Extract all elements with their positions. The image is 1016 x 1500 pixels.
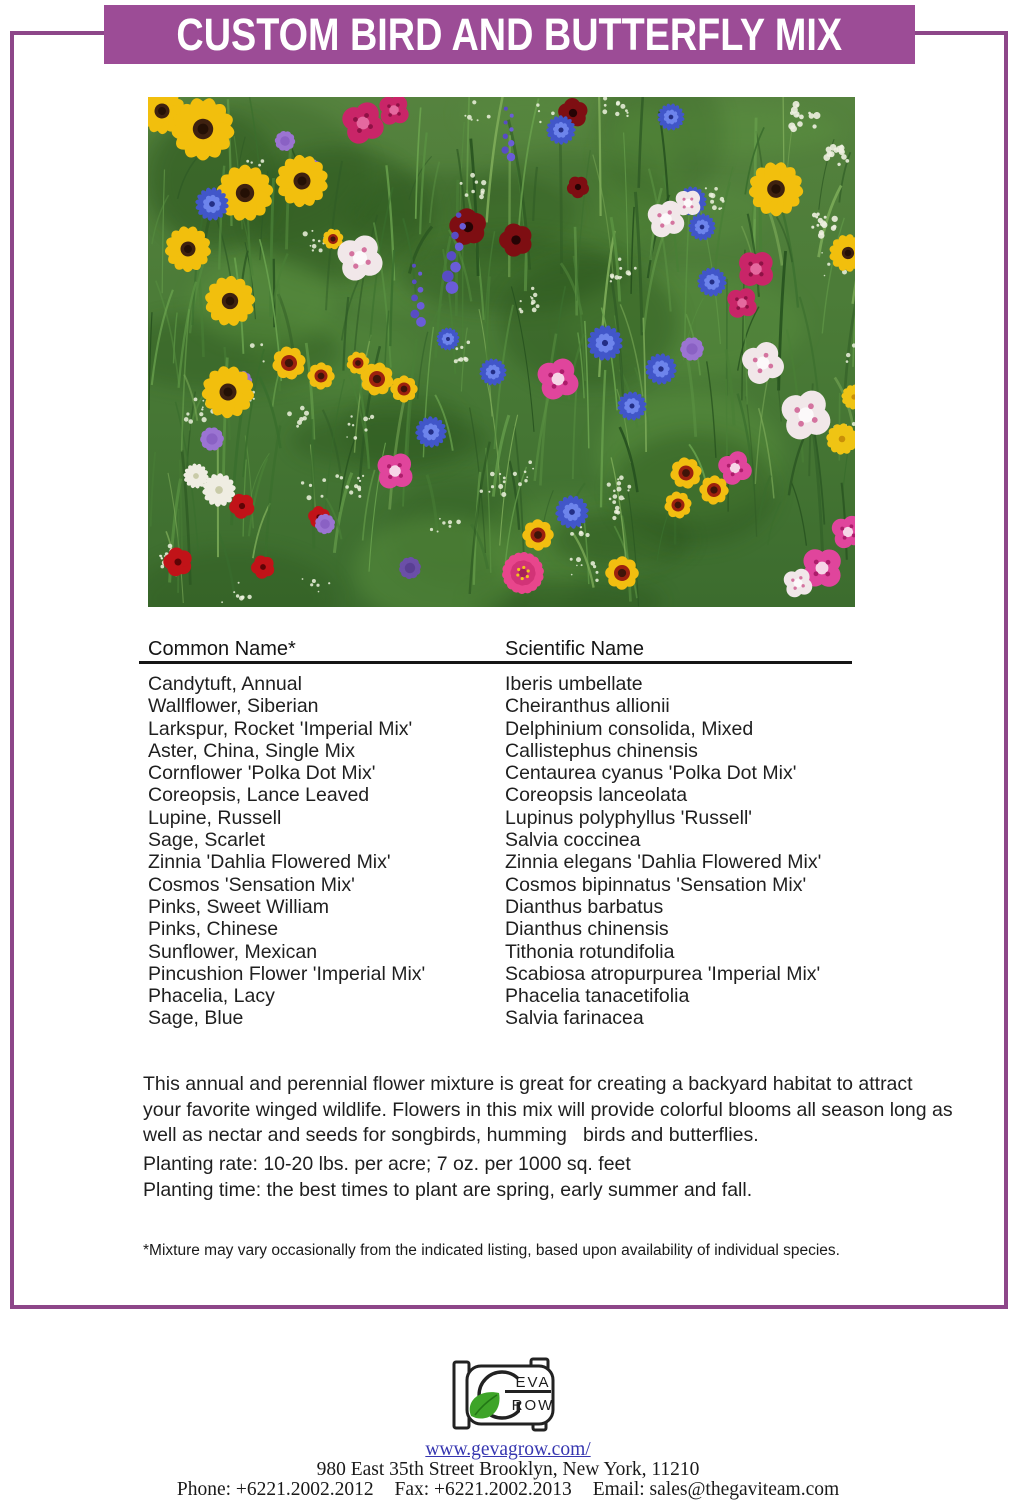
scientific-name-cell: Phacelia tanacetifolia bbox=[505, 985, 690, 1008]
scientific-name-cell: Callistephus chinensis bbox=[505, 739, 698, 762]
species-row bbox=[148, 718, 821, 740]
common-name-cell: Pinks, Sweet William bbox=[148, 895, 329, 918]
common-name-cell: Sunflower, Mexican bbox=[148, 940, 318, 963]
column-header-scientific-name: Scientific Name bbox=[505, 638, 644, 660]
common-name-cell: Zinnia 'Dahlia Flowered Mix' bbox=[148, 851, 391, 874]
species-row bbox=[148, 829, 821, 851]
logo-text-row: ROW bbox=[511, 1397, 555, 1414]
planting-info bbox=[143, 1152, 752, 1204]
species-row bbox=[148, 896, 821, 918]
common-name-cell: Pinks, Chinese bbox=[148, 918, 279, 941]
scientific-name-cell: Dianthus chinensis bbox=[505, 918, 669, 941]
scientific-name-cell: Cosmos bipinnatus 'Sensation Mix' bbox=[505, 873, 807, 896]
common-name-cell: Sage, Scarlet bbox=[148, 829, 266, 852]
planting-rate: Planting rate: 10-20 lbs. per acre; 7 oz. per 1000 sq. feet bbox=[143, 1153, 631, 1175]
scientific-name-cell: Zinnia elegans 'Dahlia Flowered Mix' bbox=[505, 851, 822, 874]
title-banner bbox=[104, 5, 915, 64]
species-table-header bbox=[148, 638, 853, 661]
scientific-name-cell: Iberis umbellate bbox=[505, 673, 643, 695]
common-name-cell: Sage, Blue bbox=[148, 1007, 244, 1030]
species-row bbox=[148, 918, 821, 940]
common-name-cell: Cosmos 'Sensation Mix' bbox=[148, 873, 355, 896]
logo-text-eva: EVA bbox=[515, 1374, 551, 1391]
species-row bbox=[148, 673, 821, 695]
scientific-name-cell: Coreopsis lanceolata bbox=[505, 784, 688, 807]
brand-logo bbox=[447, 1354, 569, 1436]
contact-fax: Fax: +6221.2002.2013 bbox=[394, 1479, 572, 1500]
common-name-cell: Cornflower 'Polka Dot Mix' bbox=[148, 762, 376, 785]
species-row bbox=[148, 963, 821, 985]
species-row bbox=[148, 807, 821, 829]
species-row bbox=[148, 941, 821, 963]
scientific-name-cell: Tithonia rotundifolia bbox=[505, 940, 675, 963]
species-row bbox=[148, 784, 821, 806]
species-row bbox=[148, 695, 821, 717]
disclaimer-text: *Mixture may vary occasionally from the indicated listing, based upon availability of individual species. bbox=[143, 1242, 840, 1259]
common-name-cell: Lupine, Russell bbox=[148, 806, 282, 829]
species-row bbox=[148, 762, 821, 784]
scientific-name-cell: Delphinium consolida, Mixed bbox=[505, 717, 754, 740]
column-header-common-name: Common Name* bbox=[148, 638, 296, 660]
common-name-cell: Phacelia, Lacy bbox=[148, 985, 275, 1008]
page-title: CUSTOM BIRD AND BUTTERFLY MIX bbox=[176, 9, 843, 60]
footer-website-row bbox=[0, 1439, 1016, 1461]
species-row bbox=[148, 851, 821, 873]
species-table bbox=[148, 673, 821, 1030]
description-text: This annual and perennial flower mixture is great for creating a backyard habitat to attract your favorite winged wildlife. Flowers in this mix will provide colorful blooms all season long as well as nectar and seeds for songbirds, humming birds and butterflies. bbox=[143, 1073, 959, 1146]
species-row bbox=[148, 874, 821, 896]
scientific-name-cell: Lupinus polyphyllus 'Russell' bbox=[505, 806, 752, 829]
common-name-cell: Coreopsis, Lance Leaved bbox=[148, 784, 370, 807]
species-row bbox=[148, 740, 821, 762]
planting-time: Planting time: the best times to plant are spring, early summer and fall. bbox=[143, 1178, 753, 1201]
scientific-name-cell: Cheiranthus allionii bbox=[505, 695, 670, 718]
website-link[interactable]: www.gevagrow.com/ bbox=[425, 1439, 591, 1460]
table-header-underline bbox=[139, 661, 852, 664]
common-name-cell: Candytuft, Annual bbox=[148, 673, 302, 695]
contact-row bbox=[0, 1479, 1016, 1500]
contact-phone: Phone: +6221.2002.2012 bbox=[176, 1479, 374, 1500]
scientific-name-cell: Centaurea cyanus 'Polka Dot Mix' bbox=[505, 762, 797, 785]
common-name-cell: Wallflower, Siberian bbox=[148, 695, 319, 718]
common-name-cell: Larkspur, Rocket 'Imperial Mix' bbox=[148, 717, 413, 740]
common-name-cell: Pincushion Flower 'Imperial Mix' bbox=[148, 962, 426, 985]
address-text: 980 East 35th Street Brooklyn, New York, 11210 bbox=[316, 1459, 700, 1480]
species-row bbox=[148, 985, 821, 1007]
scientific-name-cell: Scabiosa atropurpurea 'Imperial Mix' bbox=[505, 962, 821, 985]
wildflower-photo bbox=[148, 97, 855, 607]
scientific-name-cell: Salvia coccinea bbox=[505, 829, 641, 852]
meadow-illustration bbox=[148, 97, 855, 607]
species-row bbox=[148, 1007, 821, 1029]
common-name-cell: Aster, China, Single Mix bbox=[148, 739, 356, 762]
contact-email: Email: sales@thegaviteam.com bbox=[592, 1479, 840, 1500]
scientific-name-cell: Dianthus barbatus bbox=[505, 895, 664, 918]
scientific-name-cell: Salvia farinacea bbox=[505, 1007, 644, 1030]
